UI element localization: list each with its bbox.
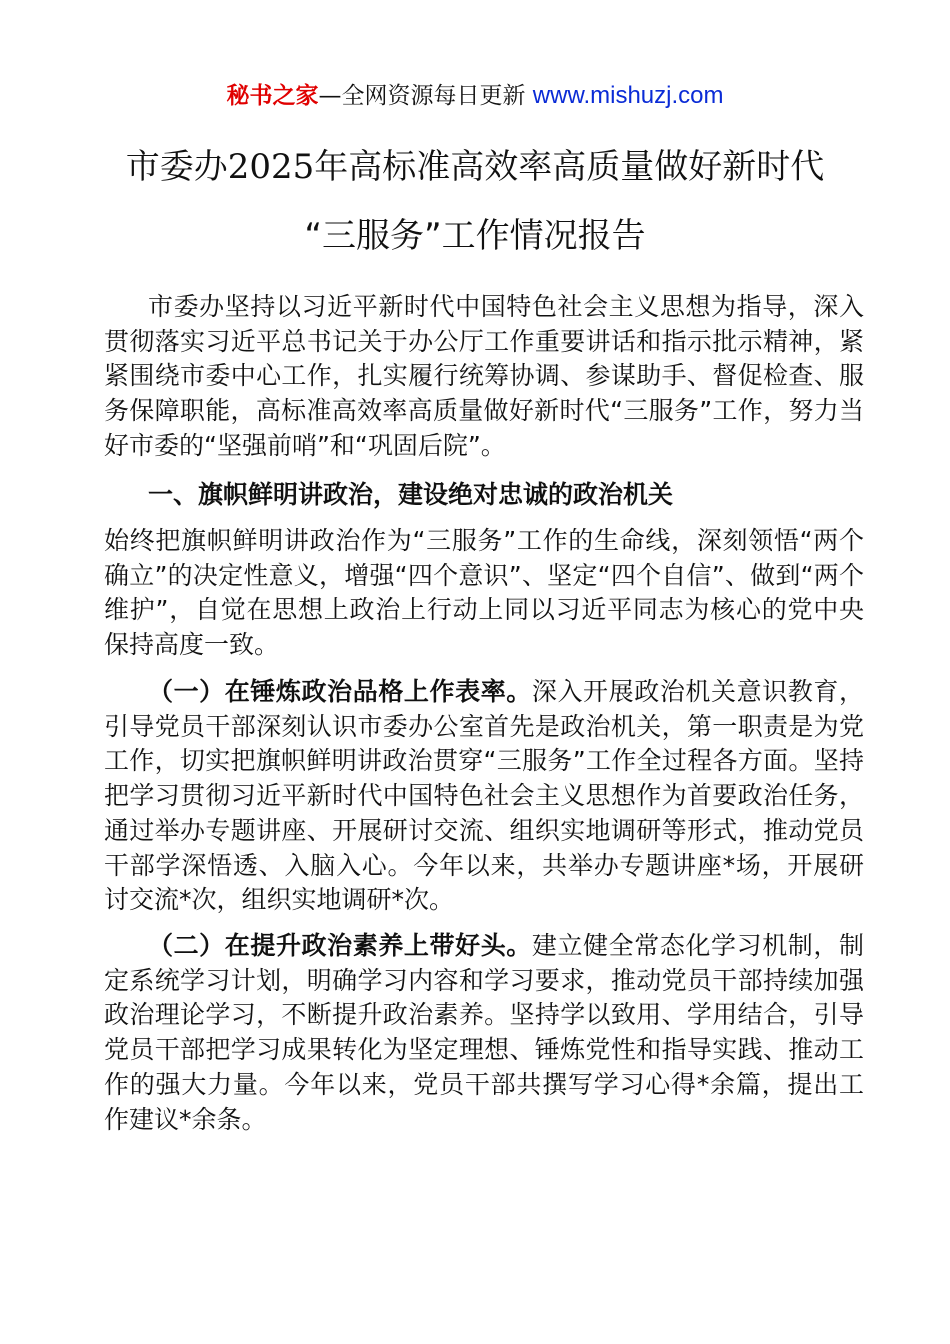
item-1-text: 深入开展政治机关意识教育，引导党员干部深刻认识市委办公室首先是政治机关，第一职责是为党工作，切实把旗帜鲜明讲政治贯穿“三服务”工作全过程各方面。坚持把学习贯彻习近平新时代中国特色社会主义思想作为首要政治任务，通过举办专题讲座、开展研讨交流、组织实地调研等形式，推动党员干部学深悟透、入脑入心。今年以来，共举办专题讲座*场，开展研讨交流*次，组织实地调研*次。 — [104, 677, 864, 915]
intro-text: 市委办坚持以习近平新时代中国特色社会主义思想为指导，深入贯彻落实习近平总书记关于办公厅工作重要讲话和指示批示精神，紧紧围绕市委中心工作，扎实履行统筹协调、参谋助手、督促检查、服务保障职能，高标准高效率高质量做好新时代“三服务”工作，努力当好市委的“坚强前哨”和“巩固后院”。 — [104, 292, 864, 460]
title-prefix: 市委办 — [125, 147, 228, 187]
item-2-paragraph — [104, 929, 864, 1137]
section-1-heading: 一、旗帜鲜明讲政治，建设绝对忠诚的政治机关 — [148, 480, 674, 509]
document-title-line-2: “三服务”工作情况报告 — [304, 216, 646, 256]
document-title-line-1 — [0, 145, 950, 189]
intro-paragraph — [104, 290, 864, 464]
site-header — [0, 80, 950, 112]
title-suffix: 年高标准高效率高质量做好新时代 — [314, 147, 825, 187]
item-1-paragraph — [104, 675, 864, 918]
item-2-heading: （二）在提升政治素养上带好头。 — [148, 931, 532, 960]
site-url-link[interactable]: www.mishuzj.com — [532, 82, 724, 109]
item-2-text: 建立健全常态化学习机制，制定系统学习计划，明确学习内容和学习要求，推动党员干部持续加强政治理论学习，不断提升政治素养。坚持学以致用、学用结合，引导党员干部把学习成果转化为坚定理想、锤炼党性和指导实践、推动工作的强大力量。今年以来，党员干部共撰写学习心得*余篇，提出工作建议*余条。 — [104, 931, 864, 1134]
section-1-paragraph — [104, 524, 864, 663]
item-1-heading: （一）在锤炼政治品格上作表率。 — [148, 677, 532, 706]
site-tagline: —全网资源每日更新 — [318, 83, 533, 109]
title-year: 2025 — [227, 147, 315, 187]
section-1-text: 始终把旗帜鲜明讲政治作为“三服务”工作的生命线，深刻领悟“两个确立”的决定性意义，增强“四个意识”、坚定“四个自信”、做到“两个维护”，自觉在思想上政治上行动上同以习近平同志为核心的党中央保持高度一致。 — [104, 526, 864, 660]
site-name: 秘书之家 — [226, 83, 319, 109]
